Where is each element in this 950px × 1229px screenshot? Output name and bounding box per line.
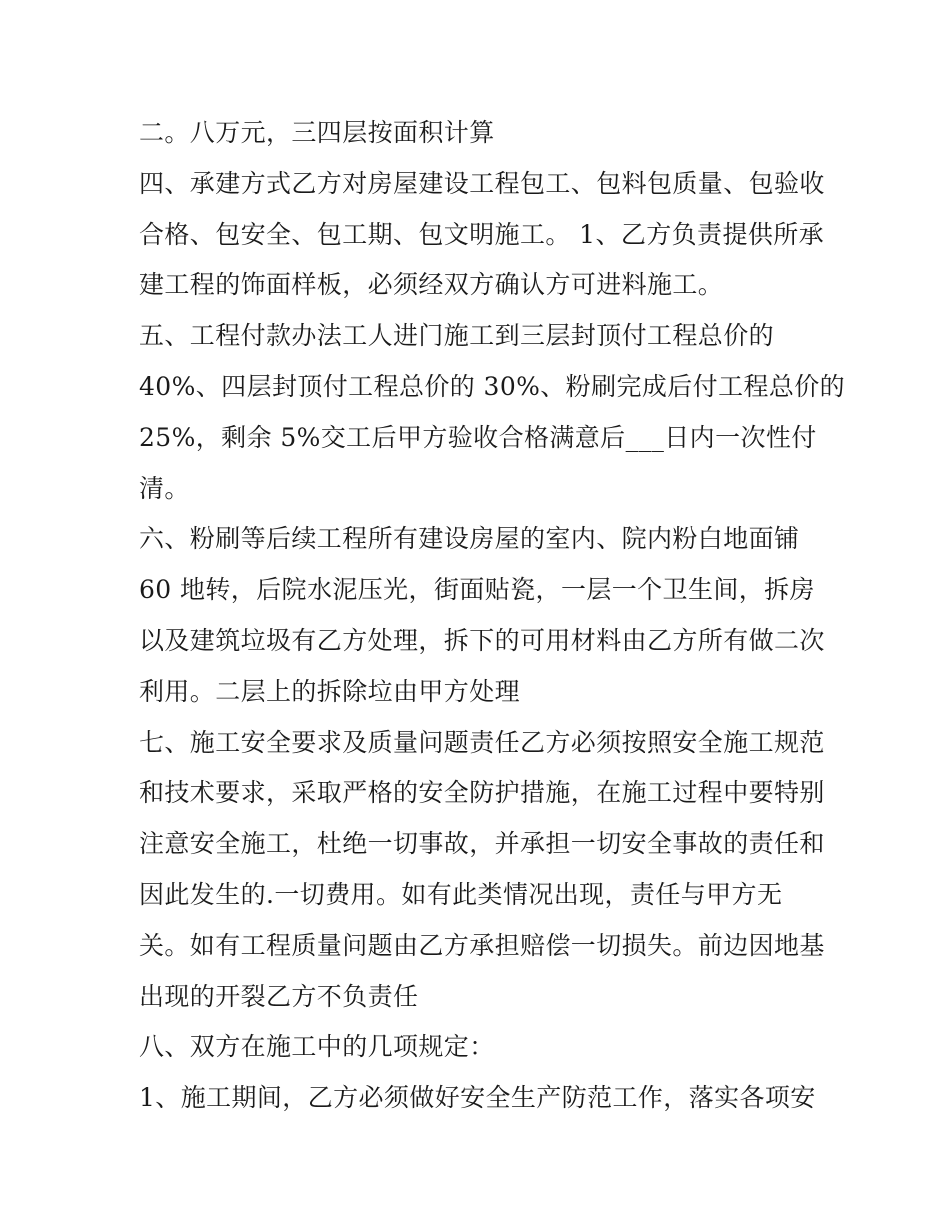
text-line: 四、承建方式乙方对房屋建设工程包工、包料包质量、包验收 [139,168,825,198]
text-line: 25%，剩余 5%交工后甲方验收合格满意后___日内一次性付 [139,422,817,452]
text-line: 八、双方在施工中的几项规定： [139,1032,495,1062]
text-line: 因此发生的.一切费用。如有此类情况出现，责任与甲方无 [139,879,783,909]
text-line: 出现的开裂乙方不负责任 [139,981,419,1011]
text-line: 1、施工期间，乙方必须做好安全生产防范工作，落实各项安 [139,1083,816,1113]
text-line: 五、工程付款办法工人进门施工到三层封顶付工程总价的 [139,321,775,351]
text-line: 合格、包安全、包工期、包文明施工。 1、乙方负责提供所承 [139,219,825,249]
text-line: 六、粉刷等后续工程所有建设房屋的室内、院内粉白地面铺 [139,524,800,554]
text-line: 60 地转，后院水泥压光，街面贴瓷，一层一个卫生间，拆房 [139,575,815,605]
text-line: 建工程的饰面样板，必须经双方确认方可进料施工。 [139,270,724,300]
text-line: 40%、四层封顶付工程总价的 30%、粉刷完成后付工程总价的 [139,371,846,401]
text-line: 清。 [139,473,190,503]
text-line: 七、施工安全要求及质量问题责任乙方必须按照安全施工规范 [139,727,825,757]
text-line: 和技术要求，采取严格的安全防护措施，在施工过程中要特别 [139,778,825,808]
text-line: 关。如有工程质量问题由乙方承担赔偿一切损失。前边因地基 [139,930,825,960]
text-line: 注意安全施工，杜绝一切事故，并承担一切安全事故的责任和 [139,829,825,859]
text-line: 以及建筑垃圾有乙方处理，拆下的可用材料由乙方所有做二次 [139,625,825,655]
text-line: 利用。二层上的拆除垃由甲方处理 [139,676,521,706]
text-line: 二。八万元，三四层按面积计算 [139,118,495,147]
document-body [139,108,846,1124]
